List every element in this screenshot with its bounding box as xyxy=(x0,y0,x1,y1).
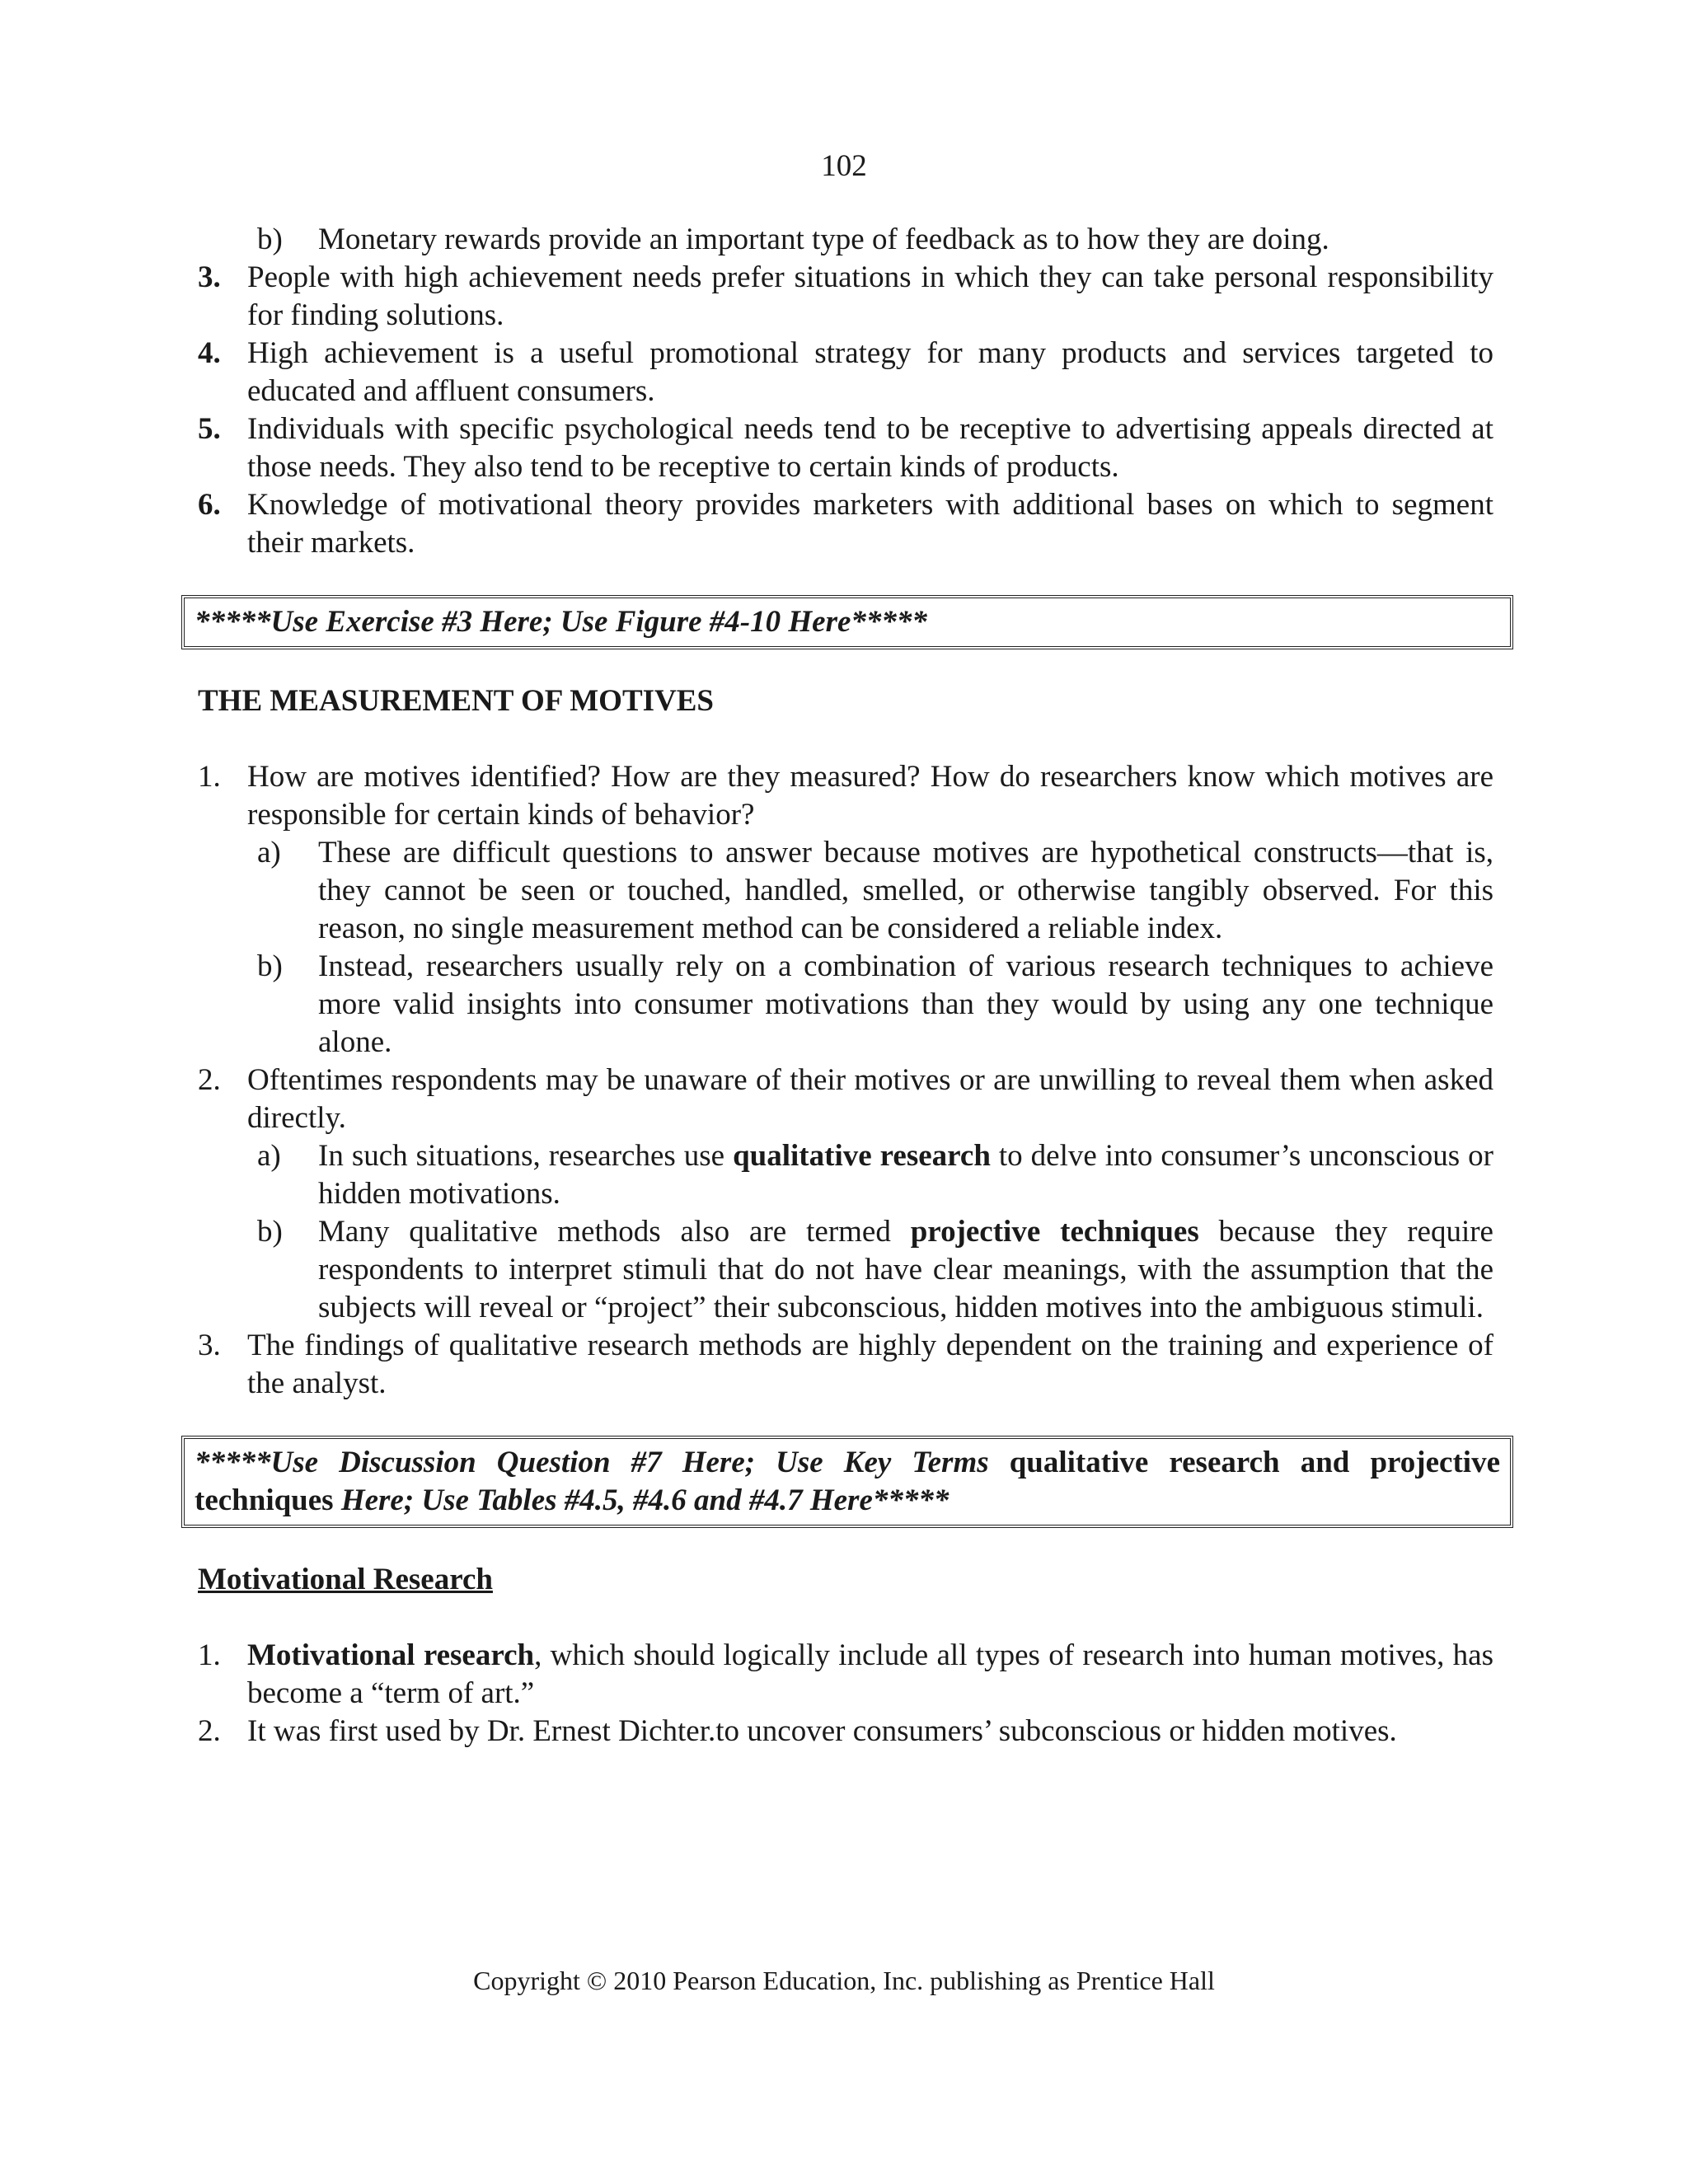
sub-list-item xyxy=(198,834,1493,948)
list-text: People with high achievement needs prefer situations in which they can take personal responsibility for finding solutions. xyxy=(247,260,1493,332)
list-item xyxy=(198,486,1493,562)
list-marker: 3. xyxy=(198,1329,221,1362)
list-marker: b) xyxy=(257,223,283,256)
list-text: because they require respondents to interpret stimuli that do not have clear meanings, with the assumption that the subjects will reveal or “project” their subconscious, hidden motives into the ambiguous stimuli. xyxy=(318,1215,1493,1324)
note-part: Here; Use Tables #4.5, #4.6 and #4.7 Here***** xyxy=(333,1483,950,1517)
list-marker: 2. xyxy=(198,1714,221,1748)
sub-list-item xyxy=(198,1137,1493,1213)
list-text: Monetary rewards provide an important type of feedback as to how they are doing. xyxy=(318,223,1329,256)
list-text: Instead, researchers usually rely on a combination of various research techniques to achieve more valid insights into consumer motivations than they would by using any one technique alone. xyxy=(318,949,1493,1059)
list-text: Knowledge of motivational theory provides marketers with additional bases on which to segment their markets. xyxy=(247,488,1493,560)
list-item xyxy=(198,1713,1493,1750)
list-marker: 6. xyxy=(198,488,221,522)
list-marker: 1. xyxy=(198,1638,221,1672)
subsection-heading: Motivational Research xyxy=(198,1563,493,1596)
instructor-note-box xyxy=(181,1436,1513,1528)
list-marker: b) xyxy=(257,1215,283,1249)
sub-list-item xyxy=(198,1213,1493,1327)
list-item xyxy=(198,1062,1493,1137)
page-number: 102 xyxy=(821,149,867,183)
instructor-note-text xyxy=(195,1444,1500,1520)
key-terms: qualitative research and projective techniques xyxy=(195,1446,1500,1517)
list-marker: a) xyxy=(257,836,281,869)
list-item xyxy=(198,335,1493,410)
key-term: projective techniques xyxy=(910,1215,1199,1249)
copyright-footer: Copyright © 2010 Pearson Education, Inc. publishing as Prentice Hall xyxy=(473,1966,1215,1995)
list-text: How are motives identified? How are they measured? How do researchers know which motives are responsible for certain kinds of behavior? xyxy=(247,760,1493,832)
list-text: Many qualitative methods also are termed xyxy=(318,1215,911,1249)
list-marker: 5. xyxy=(198,412,221,446)
page-content xyxy=(195,221,1500,1750)
list-text: Oftentimes respondents may be unaware of their motives or are unwilling to reveal them when asked directly. xyxy=(247,1063,1493,1135)
key-term: Motivational research xyxy=(247,1638,535,1672)
list-text: It was first used by Dr. Ernest Dichter.to uncover consumers’ subconscious or hidden motives. xyxy=(247,1714,1397,1748)
list-item xyxy=(198,221,1493,259)
list-item xyxy=(198,758,1493,834)
sub-list-item xyxy=(198,948,1493,1062)
list-marker: b) xyxy=(257,949,283,983)
list-item xyxy=(198,259,1493,335)
list-text: Individuals with specific psychological needs tend to be receptive to advertising appeals directed at those needs. They also tend to be receptive to certain kinds of products. xyxy=(247,412,1493,484)
note-part: *****Use Discussion Question #7 Here; Use Key Terms xyxy=(195,1446,1010,1479)
instructor-note-text: *****Use Exercise #3 Here; Use Figure #4-10 Here***** xyxy=(195,605,927,639)
list-marker: 2. xyxy=(198,1063,221,1097)
list-marker: 1. xyxy=(198,760,221,794)
list-marker: a) xyxy=(257,1139,281,1173)
list-text: to delve into consumer’s unconscious or hidden motivations. xyxy=(318,1139,1493,1211)
list-marker: 4. xyxy=(198,336,221,370)
list-item xyxy=(198,1327,1493,1403)
list-text: High achievement is a useful promotional strategy for many products and services targeted to educated and affluent consumers. xyxy=(247,336,1493,408)
list-item xyxy=(198,1637,1493,1713)
list-item xyxy=(198,410,1493,486)
instructor-note-box xyxy=(181,595,1513,649)
list-text: These are difficult questions to answer because motives are hypothetical constructs—that is, they cannot be seen or touched, handled, smelled, or otherwise tangibly observed. For this reason, no single measurement method can be considered a reliable index. xyxy=(318,836,1493,945)
list-text: The findings of qualitative research methods are highly dependent on the training and experience of the analyst. xyxy=(247,1329,1493,1400)
list-marker: 3. xyxy=(198,260,221,294)
list-text: In such situations, researches use xyxy=(318,1139,734,1173)
key-term: qualitative research xyxy=(733,1139,991,1173)
list-text: , which should logically include all types of research into human motives, has become a “term of art.” xyxy=(247,1638,1493,1710)
section-heading: THE MEASUREMENT OF MOTIVES xyxy=(198,684,715,718)
